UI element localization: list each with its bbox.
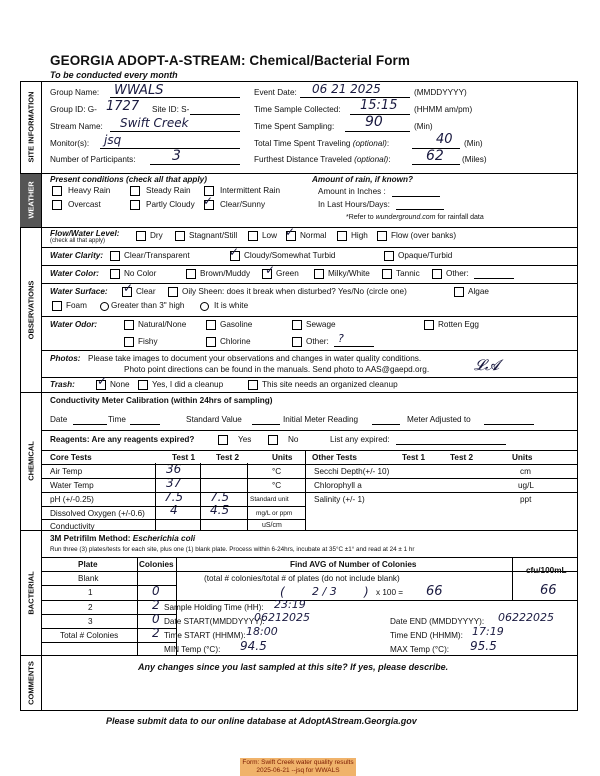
surface-clear-label: Clear (136, 287, 156, 296)
steady-rain-label: Steady Rain (146, 186, 191, 195)
odor-other-value: ? (338, 332, 344, 345)
chemical-table (42, 450, 578, 531)
odor-gasoline-checkbox[interactable] (206, 320, 216, 330)
foam-white-label: It is white (214, 301, 249, 310)
bacterial-table (42, 557, 578, 656)
plate-2-colonies: 2 (152, 598, 160, 612)
color-milky-checkbox[interactable] (314, 269, 324, 279)
th-core-t1: Test 1 (172, 453, 196, 462)
clarity-clear-checkbox[interactable] (110, 251, 120, 261)
monitors-field[interactable] (100, 148, 240, 149)
time-end-label: Time END (HHMM): (390, 631, 463, 640)
participants-label: Number of Participants: (50, 155, 136, 164)
overcast-checkbox[interactable] (52, 200, 62, 210)
signature-icon: 𝓛𝓐 (474, 356, 500, 374)
odor-natural-label: Natural/None (138, 320, 187, 329)
odor-sewage-checkbox[interactable] (292, 320, 302, 330)
calib-date-field[interactable] (73, 424, 107, 425)
color-tannic-label: Tannic (396, 269, 420, 278)
section-observations-label: OBSERVATIONS (20, 227, 42, 392)
section-comments-label: COMMENTS (20, 655, 42, 711)
annotation-stamp (240, 758, 356, 776)
section-weather-label: WEATHER (20, 173, 42, 227)
section-site-label: SITE INFORMATION (20, 81, 42, 173)
date-end-label: Date END (MMDDYYYY): (390, 617, 485, 626)
min-temp-label: MIN Temp (°C): (164, 645, 221, 654)
color-none-label: No Color (124, 269, 157, 278)
foam-height-radio[interactable] (100, 302, 109, 311)
row-salinity: Salinity (+/- 1) (314, 495, 365, 504)
divider (20, 173, 578, 174)
odor-gasoline-label: Gasoline (220, 320, 253, 329)
time-end-value: 17:19 (472, 625, 504, 638)
calib-standard-label: Standard Value (186, 415, 242, 424)
th-plate: Plate (78, 560, 98, 569)
time-start-label: Time START (HHMM): (164, 631, 246, 640)
trash-label: Trash: (50, 380, 75, 389)
plate-2: 2 (88, 603, 93, 612)
color-green-label: Green (276, 269, 299, 278)
row-do: Dissolved Oxygen (+/-0.6) (50, 509, 145, 518)
color-other-field[interactable] (474, 278, 514, 279)
odor-chlorine-checkbox[interactable] (206, 337, 216, 347)
time-travel-hint: (Min) (464, 139, 483, 148)
calib-date-label: Date (50, 415, 68, 424)
plate-1: 1 (88, 588, 93, 597)
site-id-field[interactable] (190, 114, 240, 115)
plate-total: Total # Colonies (60, 631, 119, 640)
distance-field[interactable] (412, 164, 460, 165)
method-label: 3M Petrifilm Method: Escherichia coli (50, 534, 196, 543)
time-sampling-value: 90 (365, 114, 383, 130)
th-core: Core Tests (50, 453, 92, 462)
calibration-label: Conductivity Meter Calibration (within 24hrs of sampling) (50, 396, 273, 405)
steady-rain-checkbox[interactable] (130, 186, 140, 196)
odor-sewage-label: Sewage (306, 320, 336, 329)
odor-other-field[interactable] (334, 346, 374, 347)
odor-label: Water Odor: (50, 320, 98, 329)
do-t2: 4.5 (210, 503, 230, 517)
divider (20, 392, 578, 393)
time-collected-hint: (HHMM am/pm) (414, 105, 473, 114)
th-other-t2: Test 2 (450, 453, 474, 462)
rain-inches-field[interactable] (392, 196, 440, 197)
calib-adjusted-label: Meter Adjusted to (407, 415, 471, 424)
water-temp-t1: 37 (166, 476, 182, 490)
odor-rotten-egg-label: Rotten Egg (438, 320, 479, 329)
odor-fishy-label: Fishy (138, 337, 158, 346)
cfu-value: 66 (540, 583, 557, 598)
col-line (305, 451, 306, 531)
form-title: GEORGIA ADOPT-A-STREAM: Chemical/Bacterial Form (50, 53, 411, 68)
holding-value: 23:19 (274, 598, 306, 611)
flow-stagnant-checkbox[interactable] (175, 231, 185, 241)
time-collected-value: 15:15 (360, 98, 398, 113)
reagents-list-field[interactable] (396, 444, 506, 445)
th-find-avg: Find AVG of Number of Colonies (290, 560, 417, 569)
water-temp-unit: °C (272, 481, 282, 490)
group-name-label: Group Name: (50, 88, 100, 97)
rain-hours-field[interactable] (396, 209, 444, 210)
flow-high-checkbox[interactable] (337, 231, 347, 241)
reagents-label: Reagents: Are any reagents expired? (50, 435, 195, 444)
comments-field[interactable] (50, 676, 570, 706)
odor-fishy-checkbox[interactable] (124, 337, 134, 347)
weather-present-label: Present conditions (check all that apply) (50, 175, 207, 184)
method-instructions: Run three (3) plates/tests for each site, plus one (1) blank plate. Process within 6-24hrs, incubate at 35°C ±1° and read at 24 ± 1 hr (50, 546, 415, 553)
ph-unit: Standard unit (250, 496, 289, 503)
check-icon: ✓ (97, 374, 108, 388)
stream-name-field[interactable] (110, 131, 240, 132)
flow-over-banks-label: Flow (over banks) (391, 231, 457, 240)
check-icon: ✓ (229, 245, 240, 259)
do-unit: mg/L or ppm (256, 510, 293, 517)
surface-oily-label: Oily Sheen: does it break when disturbed? Yes/No (circle one) (182, 287, 407, 296)
rain-amount-label: Amount of rain, if known? (312, 175, 413, 184)
row-chlorophyll: Chlorophyll a (314, 481, 362, 490)
rain-inches-label: Amount in Inches : (318, 187, 386, 196)
clarity-clear-label: Clear/Transparent (124, 251, 190, 260)
min-temp-value: 94.5 (240, 639, 267, 653)
trash-organized-checkbox[interactable] (248, 380, 258, 390)
flow-high-label: High (351, 231, 368, 240)
event-date-label: Event Date: (254, 88, 297, 97)
col-line (247, 463, 248, 531)
flow-sublabel: (check all that apply) (50, 238, 106, 244)
trash-cleanup-label: Yes, I did a cleanup (152, 380, 224, 389)
check-icon: ✓ (265, 263, 276, 277)
surface-oily-checkbox[interactable] (168, 287, 178, 297)
flow-dry-label: Dry (150, 231, 163, 240)
formula-num: 2 / 3 (312, 585, 337, 598)
time-travel-value: 40 (436, 132, 453, 147)
overcast-label: Overcast (68, 200, 101, 209)
clarity-label: Water Clarity: (50, 251, 104, 260)
ph-t1: 7.5 (164, 490, 184, 504)
row-ph: pH (+/-0.25) (50, 495, 94, 504)
calib-time-field[interactable] (130, 424, 160, 425)
divider (20, 227, 578, 228)
color-brown-checkbox[interactable] (186, 269, 196, 279)
event-date-value: 06 21 2025 (312, 82, 381, 96)
odor-other-label: Other: (306, 337, 329, 346)
plate-3: 3 (88, 617, 93, 626)
formula-result: 66 (426, 584, 443, 599)
stream-name-label: Stream Name: (50, 122, 103, 131)
color-milky-label: Milky/White (328, 269, 370, 278)
date-end-value: 06222025 (498, 611, 554, 624)
conductivity-unit: uS/cm (262, 522, 282, 529)
row-conductivity: Conductivity (50, 522, 95, 531)
th-find-avg-sub: (total # colonies/total # of plates (do not include blank) (204, 574, 400, 583)
max-temp-value: 95.5 (470, 639, 497, 653)
trash-none-label: None (110, 380, 130, 389)
photos-text-2: Photo point directions can be found in the manuals. Send photo to AAS@gaepd.org. (124, 365, 430, 374)
air-temp-t1: 36 (166, 462, 182, 476)
flow-low-checkbox[interactable] (248, 231, 258, 241)
check-icon: ✓ (203, 194, 214, 208)
clarity-cloudy-label: Cloudy/Somewhat Turbid (244, 251, 336, 260)
row-secchi: Secchi Depth(+/- 10) (314, 467, 390, 476)
stamp-line-2: 2025-06-21 --jsq for WWALS (256, 767, 340, 774)
col-line (200, 463, 201, 531)
formula-close: ) (364, 585, 369, 599)
color-none-checkbox[interactable] (110, 269, 120, 279)
clarity-opaque-label: Opaque/Turbid (398, 251, 453, 260)
reagents-list-label: List any expired: (330, 435, 390, 444)
flow-stagnant-label: Stagnant/Still (189, 231, 238, 240)
distance-hint: (Miles) (462, 155, 487, 164)
monitors-label: Monitor(s): (50, 139, 90, 148)
event-date-hint: (MMDDYYYY) (414, 88, 467, 97)
photos-label: Photos: (50, 354, 81, 363)
ph-t2: 7.5 (210, 490, 230, 504)
section-bacterial-label: BACTERIAL (20, 530, 42, 655)
plate-1-colonies: 0 (152, 584, 160, 598)
surface-foam-label: Foam (66, 301, 87, 310)
photos-text: Please take images to document your observations and changes in water quality conditions. (88, 354, 422, 363)
calib-initial-field[interactable] (372, 424, 400, 425)
surface-algae-checkbox[interactable] (454, 287, 464, 297)
salinity-unit: ppt (520, 495, 532, 504)
rainfall-note: *Refer to wunderground.com for rainfall data (346, 214, 484, 221)
partly-cloudy-label: Partly Cloudy (146, 200, 195, 209)
divider (42, 265, 578, 278)
odor-rotten-egg-checkbox[interactable] (424, 320, 434, 330)
flow-dry-checkbox[interactable] (136, 231, 146, 241)
clarity-opaque-checkbox[interactable] (384, 251, 394, 261)
row-water-temp: Water Temp (50, 481, 94, 490)
row-air-temp: Air Temp (50, 467, 83, 476)
date-start-label: Date START(MMDDYYYY): (164, 617, 265, 626)
footer-text: Please submit data to our online database at AdoptAStream.Georgia.gov (106, 716, 417, 726)
plate-blank: Blank (78, 574, 99, 583)
odor-other-checkbox[interactable] (292, 337, 302, 347)
th-other-units: Units (512, 453, 533, 462)
color-other-checkbox[interactable] (432, 269, 442, 279)
time-travel-label: Total Time Spent Traveling (optional): (254, 139, 390, 148)
odor-natural-checkbox[interactable] (124, 320, 134, 330)
calib-initial-label: Initial Meter Reading (283, 415, 359, 424)
stamp-line-1: Form: Swift Creek water quality results (242, 759, 354, 766)
surface-label: Water Surface: (50, 287, 108, 296)
flow-low-label: Low (262, 231, 278, 240)
form-subtitle: To be conducted every month (50, 70, 178, 80)
clear-sunny-label: Clear/Sunny (220, 200, 266, 209)
participants-value: 3 (172, 148, 181, 164)
secchi-unit: cm (520, 467, 531, 476)
intermittent-rain-label: Intermittent Rain (220, 186, 281, 195)
reagents-no-label: No (288, 435, 299, 444)
flow-label: Flow/Water Level: (50, 229, 120, 238)
flow-label-group (50, 229, 119, 244)
time-sampling-hint: (Min) (414, 122, 433, 131)
monitors-value: jsq (104, 133, 122, 147)
surface-algae-label: Algae (468, 287, 489, 296)
th-cfu: cfu/100mL (526, 566, 567, 575)
foam-height-label: Greater than 3" high (111, 301, 185, 310)
flow-over-banks-checkbox[interactable] (377, 231, 387, 241)
calib-time-label: Time (108, 415, 126, 424)
stream-name-value: Swift Creek (120, 116, 189, 130)
formula-open: ( (280, 585, 285, 599)
air-temp-unit: °C (272, 467, 282, 476)
time-sampling-field[interactable] (345, 131, 410, 132)
foam-white-radio[interactable] (200, 302, 209, 311)
surface-foam-checkbox[interactable] (52, 301, 62, 311)
participants-field[interactable] (150, 164, 240, 165)
comments-prompt: Any changes since you last sampled at this site? If yes, please describe. (138, 662, 449, 672)
flow-normal-label: Normal (300, 231, 327, 240)
trash-organized-label: This site needs an organized cleanup (262, 380, 398, 389)
time-collected-label: Time Sample Collected: (254, 105, 341, 114)
check-icon: ✓ (123, 281, 134, 295)
calib-standard-field[interactable] (252, 424, 280, 425)
check-icon: ✓ (285, 225, 296, 239)
plate-total-colonies: 2 (152, 626, 160, 640)
time-start-value: 18:00 (246, 625, 278, 638)
color-other-label: Other: (446, 269, 469, 278)
odor-chlorine-label: Chlorine (220, 337, 251, 346)
distance-label: Furthest Distance Traveled (optional): (254, 155, 391, 164)
reagents-yes-label: Yes (238, 435, 252, 444)
plate-3-colonies: 0 (152, 612, 160, 626)
color-brown-label: Brown/Muddy (200, 269, 251, 278)
distance-value: 62 (426, 148, 444, 164)
group-id-label: Group ID: G- (50, 105, 97, 114)
section-chemical-label: CHEMICAL (20, 392, 42, 530)
calib-adjusted-field[interactable] (484, 424, 534, 425)
th-colonies: Colonies (139, 560, 174, 569)
site-id-label: Site ID: S- (152, 105, 190, 114)
partly-cloudy-checkbox[interactable] (130, 200, 140, 210)
chlorophyll-unit: ug/L (518, 481, 534, 490)
group-name-value: WWALS (114, 83, 164, 98)
group-id-value: 1727 (106, 99, 140, 114)
th-other: Other Tests (312, 453, 357, 462)
date-start-value: 06212025 (254, 611, 310, 624)
do-t1: 4 (170, 503, 178, 517)
reagents-no-checkbox[interactable] (268, 435, 278, 445)
trash-cleanup-checkbox[interactable] (138, 380, 148, 390)
heavy-rain-checkbox[interactable] (52, 186, 62, 196)
time-sampling-label: Time Spent Sampling: (254, 122, 335, 131)
th-other-t1: Test 1 (402, 453, 426, 462)
max-temp-label: MAX Temp (°C): (390, 645, 450, 654)
reagents-yes-checkbox[interactable] (218, 435, 228, 445)
color-label: Water Color: (50, 269, 99, 278)
rain-hours-label: In Last Hours/Days: (318, 200, 390, 209)
th-core-t2: Test 2 (216, 453, 240, 462)
th-core-units: Units (272, 453, 293, 462)
formula-x: x 100 = (376, 588, 404, 597)
color-tannic-checkbox[interactable] (382, 269, 392, 279)
holding-label: Sample Holding Time (HH): (164, 603, 264, 612)
heavy-rain-label: Heavy Rain (68, 186, 111, 195)
